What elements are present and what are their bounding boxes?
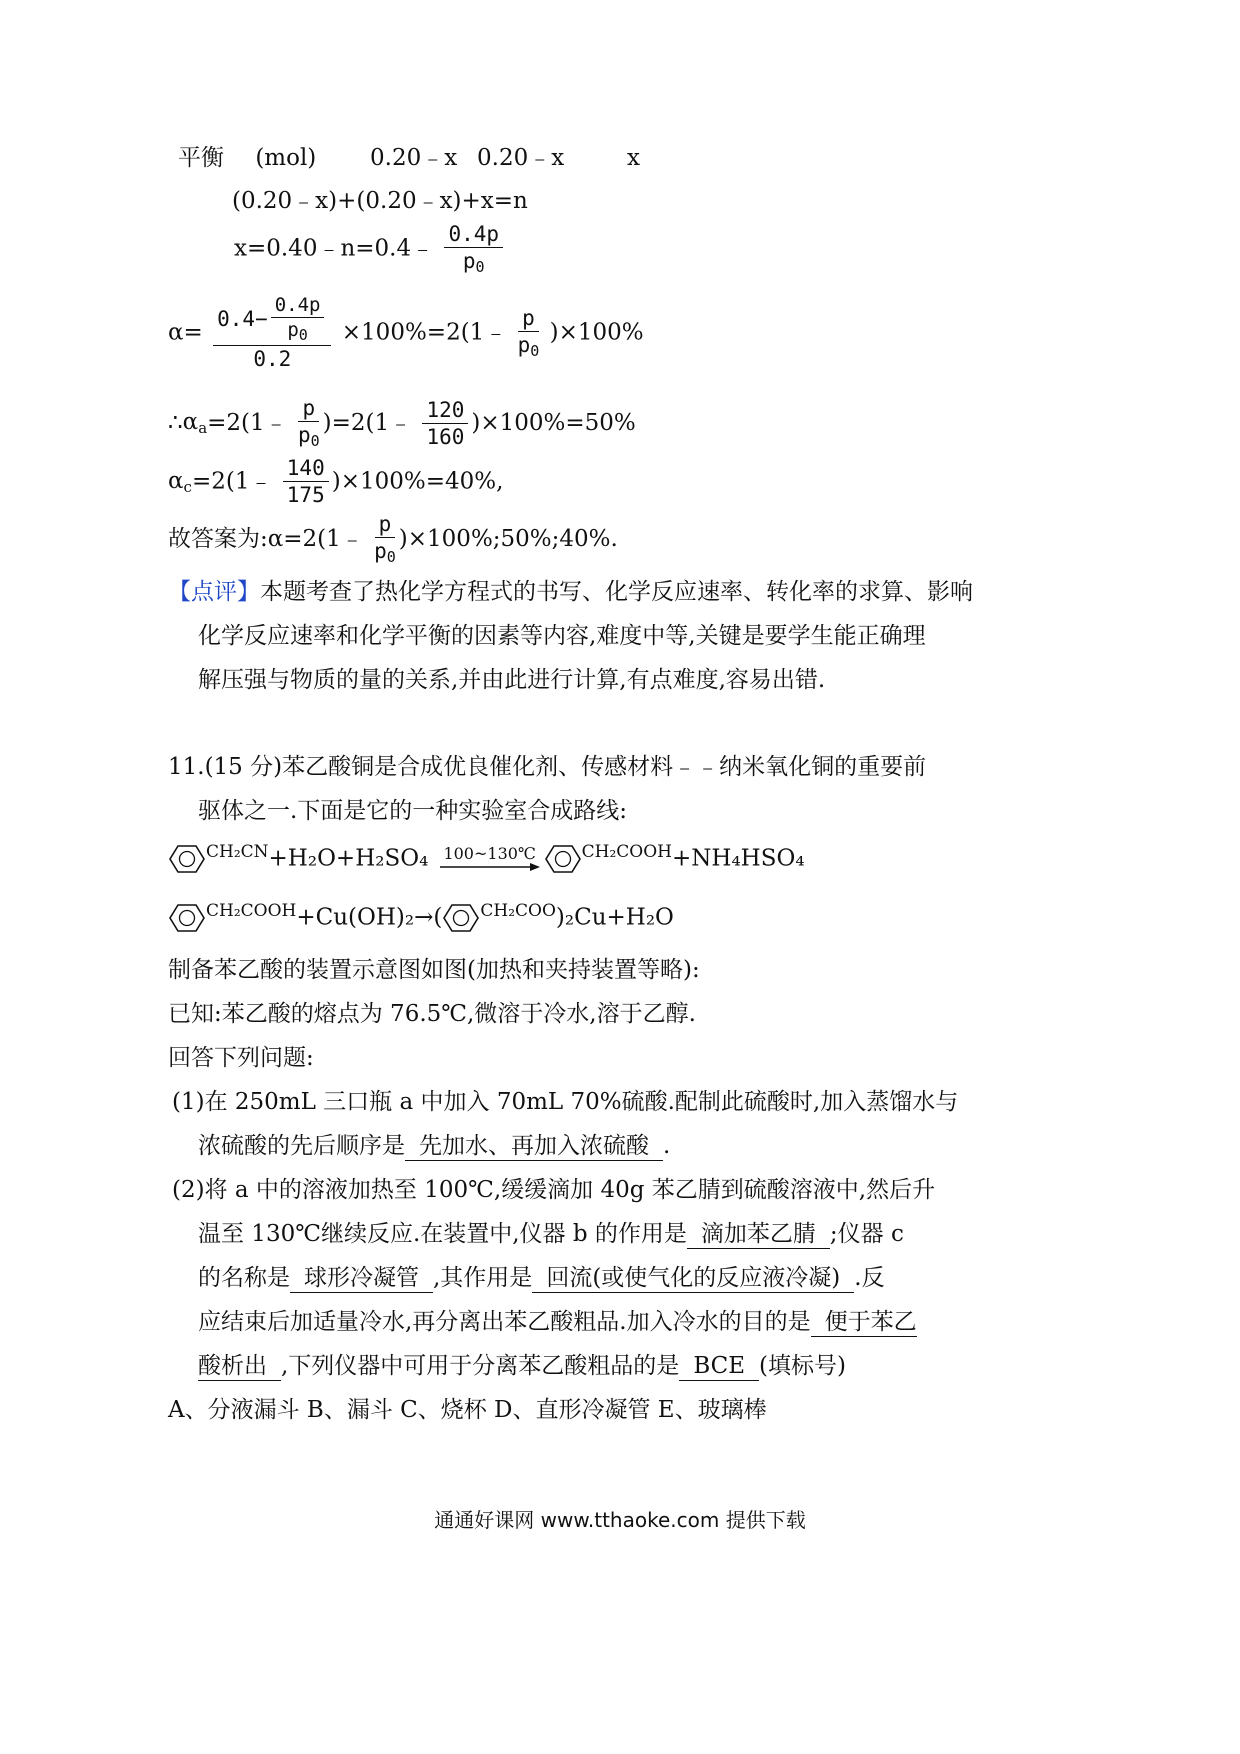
fraction-numerator: p [298,398,319,422]
fraction-numerator: p [518,308,539,332]
alpha-equation [168,296,644,370]
inner-denominator [287,318,307,343]
part2-line5-suffix: (填标号) [759,1353,846,1379]
alpha-denominator: 0.2 [253,347,292,371]
fraction-120-over-160 [422,397,468,449]
alpha-suffix-b: )×100% [549,319,644,346]
fraction-denominator [518,332,540,359]
alpha-suffix-a: ×100%=2(1﹣ [341,319,508,346]
review-text-1: 本题考查了热化学方程式的书写、化学反应速率、转化率的求算、影响 [260,579,973,605]
answer-blank-b-function: 滴加苯乙腈 [687,1223,830,1249]
answer-blank-cold-water-b: 酸析出 [198,1355,281,1381]
substituent-ch2coo: CH₂COO [480,901,556,921]
benzene-ring-icon [168,903,206,933]
answer-blank-c-name: 球形冷凝管 [290,1267,433,1293]
reaction-arrow [440,846,540,872]
review-line-1 [168,581,973,604]
p-subscript: 0 [530,341,540,360]
inner-fraction [271,296,325,343]
p-symbol: p [287,319,299,341]
alpha-a-subscript: a [198,419,208,437]
fraction-04p-over-p0 [444,224,503,275]
answer-end: )×100%;50%;40%. [398,526,618,552]
substituent-ch2cooh: CH₂COOH [581,842,672,862]
part2-prefix: 温至 130℃继续反应.在装置中,仪器 b 的作用是 [198,1221,687,1247]
part2-line-3 [198,1267,885,1293]
row-value-1: 0.20﹣x [370,145,458,171]
review-line-3: 解压强与物质的量的关系,并由此进行计算,有点难度,容易出错. [198,667,826,693]
p-subscript: 0 [386,548,396,566]
alpha-c-end: )×100%=40%, [331,468,504,495]
alpha-compound-fraction [213,296,331,370]
substituent-ch2cooh: CH₂COOH [206,901,297,921]
fraction-p-over-p0 [298,398,320,449]
reaction-equation-1 [168,844,805,874]
part2-line-1: (2)将 a 中的溶液加热至 100℃,缓缓滴加 40g 苯乙腈到硫酸溶液中,然后升 [172,1177,936,1203]
reaction-equation-2 [168,903,674,933]
part2-line4-prefix: 应结束后加适量冷水,再分离出苯乙酸粗品.加入冷水的目的是 [198,1309,811,1335]
x-equation [234,224,506,275]
x-equation-prefix: x=0.40﹣n=0.4﹣ [234,235,435,262]
part2-line-4 [198,1311,917,1337]
fraction-numerator: p [375,514,396,538]
row-label: 平衡 [178,145,224,171]
fraction-denominator [374,538,396,565]
p-symbol: p [297,423,311,447]
answer-line [168,514,618,565]
alpha-c-subscript: c [183,477,192,496]
alpha-c-mid: =2(1﹣ [191,468,273,495]
part2-line3-suffix: .反 [854,1265,885,1291]
alpha-numerator [213,296,331,346]
benzene-ring-icon [168,844,206,874]
fraction-p-over-p0 [517,305,540,360]
eq1-products: +NH₄HSO₄ [672,845,805,872]
answer-blank-c-function: 回流(或使气化的反应液冷凝) [532,1267,854,1293]
inner-numerator: 0.4p [271,296,325,318]
part2-line3-prefix: 的名称是 [198,1265,290,1291]
part1-line-2 [198,1135,670,1161]
answer-blank-instruments: BCE [679,1355,759,1381]
answer-blank-order: 先加水、再加入浓硫酸 [405,1135,663,1161]
answer-prefix: 故答案为:α=2(1﹣ [168,526,364,552]
reaction-condition: 100~130℃ [443,844,536,863]
alpha-a-mid2: )=2(1﹣ [322,410,413,436]
p-subscript: 0 [310,432,320,450]
p-symbol: p [374,539,387,563]
fraction-p-over-p0 [374,514,396,565]
alpha-a-symbol [183,409,208,435]
alpha-a-equation [168,398,636,449]
alpha-top-prefix: 0.4− [217,307,268,331]
q11-intro-2: 驱体之一.下面是它的一种实验室合成路线: [198,798,628,824]
alpha-symbol: α [182,409,199,435]
fraction-numerator: 0.4p [444,224,503,248]
fraction-numerator: 140 [283,458,329,482]
p-subscript: 0 [475,258,485,276]
alpha-a-end: )×100%=50% [471,410,636,436]
eq2-end: )₂Cu+H₂O [555,904,674,931]
part1-line-1: (1)在 250mL 三口瓶 a 中加入 70mL 70%硫酸.配制此硫酸时,加入蒸馏水与 [172,1089,959,1115]
fraction-denominator [298,422,320,449]
alpha-prefix: α= [168,319,203,346]
options-line: A、分液漏斗 B、漏斗 C、烧杯 D、直形冷凝管 E、玻璃棒 [168,1397,767,1423]
part2-line-5 [198,1355,846,1381]
row-value-2: 0.20﹣x [477,145,565,171]
alpha-a-mid1: =2(1﹣ [207,410,288,436]
answer-prompt: 回答下列问题: [168,1045,314,1071]
benzene-ring-icon [544,844,582,874]
row-unit: (mol) [255,145,317,171]
review-tag: 【点评】 [168,579,260,605]
known-info: 已知:苯乙酸的熔点为 76.5℃,微溶于冷水,溶于乙醇. [168,1001,696,1027]
sum-equation: (0.20﹣x)+(0.20﹣x)+x=n [232,188,528,214]
part2-line3-mid: ,其作用是 [433,1265,533,1291]
equilibrium-row [178,147,316,170]
answer-blank-cold-water-a: 便于苯乙 [811,1311,917,1337]
eq1-reactants: +H₂O+H₂SO₄ [268,845,429,872]
benzene-ring-icon [442,903,480,933]
alpha-c-symbol [168,468,192,494]
part2-suffix: ;仪器 c [829,1221,904,1247]
substituent-ch2cn: CH₂CN [206,842,269,862]
p-symbol: p [462,249,476,273]
eq2-middle: +Cu(OH)₂→( [296,904,443,931]
q11-intro-1: 11.(15 分)苯乙酸铜是合成优良催化剂、传感材料﹣﹣纳米氧化铜的重要前 [168,754,927,780]
right-arrow-icon [440,862,540,872]
fraction-denominator: 160 [426,424,465,449]
p-subscript: 0 [298,326,308,344]
alpha-c-equation [168,458,503,506]
footer-source: 通通好课网 www.tthaoke.com 提供下载 [434,1508,806,1532]
part1-prefix: 浓硫酸的先后顺序是 [198,1133,405,1159]
fraction-denominator: 175 [286,483,325,507]
therefore-symbol: ∴ [168,410,183,436]
part2-line-2 [198,1223,904,1249]
fraction-140-over-175 [283,458,329,506]
apparatus-note: 制备苯乙酸的装置示意图如图(加热和夹持装置等略): [168,957,700,983]
p-symbol: p [517,332,531,357]
part2-line5-mid: ,下列仪器中可用于分离苯乙酸粗品的是 [281,1353,680,1379]
review-line-2: 化学反应速率和化学平衡的因素等内容,难度中等,关键是要学生能正确理 [198,623,926,649]
fraction-denominator [463,248,485,275]
fraction-numerator: 120 [422,400,468,424]
alpha-symbol: α [168,467,184,494]
part1-suffix: . [663,1133,671,1159]
row-value-3: x [627,145,640,171]
